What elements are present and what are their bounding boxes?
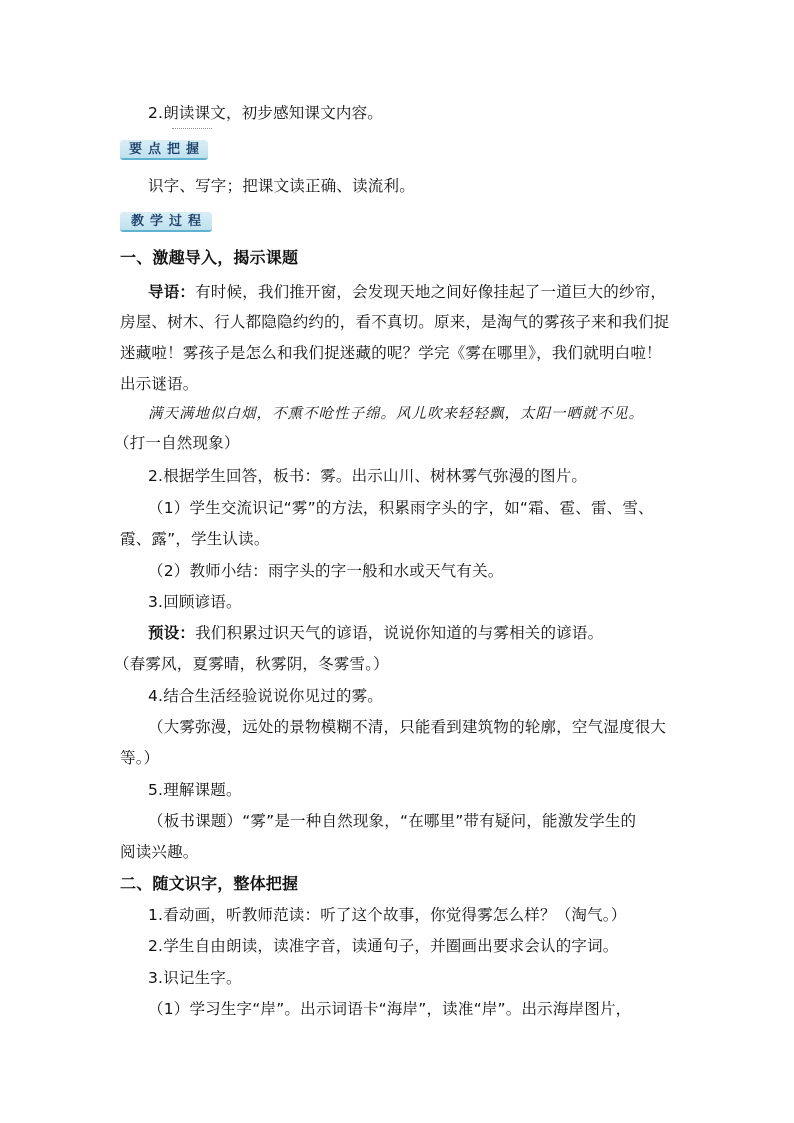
- preset-line: [148, 623, 603, 643]
- section-1-title: 一、激趣导入，揭示课题: [120, 248, 299, 267]
- riddle-answer-hint: （打一自然现象）: [114, 434, 240, 452]
- step-2-2: （2）教师小结：雨字头的字一般和水或天气有关。: [148, 562, 504, 580]
- step-5-line-2: 阅读兴趣。: [120, 843, 199, 861]
- riddle-text: 满天满地似白烟，不熏不呛性子绵。风儿吹来轻轻飘，太阳一晒就不见。: [148, 406, 644, 422]
- intro-line-1: [148, 282, 666, 302]
- preset-text: 我们积累过识天气的谚语，说说你知道的与雾相关的谚语。: [195, 624, 604, 642]
- step-2-1-line-2: 霞、露”，学生认读。: [120, 530, 270, 548]
- section-2-step-1: 1.看动画，听教师范读：听了这个故事，你觉得雾怎么样？（淘气。）: [148, 906, 627, 924]
- section-2-title: 二、随文识字，整体把握: [120, 874, 299, 893]
- intro-label: 导语：: [148, 283, 196, 301]
- divider-mark: [172, 128, 212, 132]
- step-4-answer-line-1: （大雾弥漫，远处的景物模糊不清，只能看到建筑物的轮廓，空气湿度很大: [148, 718, 667, 736]
- section-2-step-3: 3.识记生字。: [148, 969, 242, 987]
- step-2-1-line-1: （1）学生交流识记“雾”的方法，积累雨字头的字，如“霜、雹、雷、雪、: [148, 499, 654, 517]
- intro-text-1: 有时候，我们推开窗，会发现天地之间好像挂起了一道巨大的纱帘，: [195, 283, 667, 301]
- teaching-process-badge: 教学过程: [120, 212, 212, 232]
- step-5-line-1: （板书课题）“雾”是一种自然现象，“在哪里”带有疑问，能激发学生的: [148, 812, 637, 830]
- step-5: 5.理解课题。: [148, 781, 242, 799]
- step-4-answer-line-2: 等。）: [120, 749, 160, 767]
- goal-2: 2.朗读课文，初步感知课文内容。: [148, 104, 383, 122]
- step-4: 4.结合生活经验说说你见过的雾。: [148, 687, 383, 705]
- step-2: 2.根据学生回答，板书：雾。出示山川、树林雾气弥漫的图片。: [148, 467, 588, 485]
- preset-label: 预设：: [148, 624, 196, 642]
- key-points-badge: 要点把握: [120, 140, 208, 160]
- section-2-step-2: 2.学生自由朗读，读准字音，读通句子，并圈画出要求会认的字词。: [148, 937, 619, 955]
- section-2-step-3-1: （1）学习生字“岸”。出示词语卡“海岸”，读准“岸”。出示海岸图片，: [148, 1000, 632, 1018]
- intro-line-2: 房屋、树木、行人都隐隐约约的，看不真切。原来，是淘气的雾孩子来和我们捉: [120, 313, 670, 331]
- intro-line-3: 迷藏啦！雾孩子是怎么和我们捉迷藏的呢？学完《雾在哪里》，我们就明白啦！: [120, 344, 662, 362]
- proverbs: （春雾风，夏雾晴，秋雾阴，冬雾雪。）: [114, 655, 389, 673]
- key-points-text: 识字、写字；把课文读正确、读流利。: [148, 177, 415, 195]
- step-3: 3.回顾谚语。: [148, 593, 242, 611]
- intro-line-4: 出示谜语。: [120, 375, 199, 393]
